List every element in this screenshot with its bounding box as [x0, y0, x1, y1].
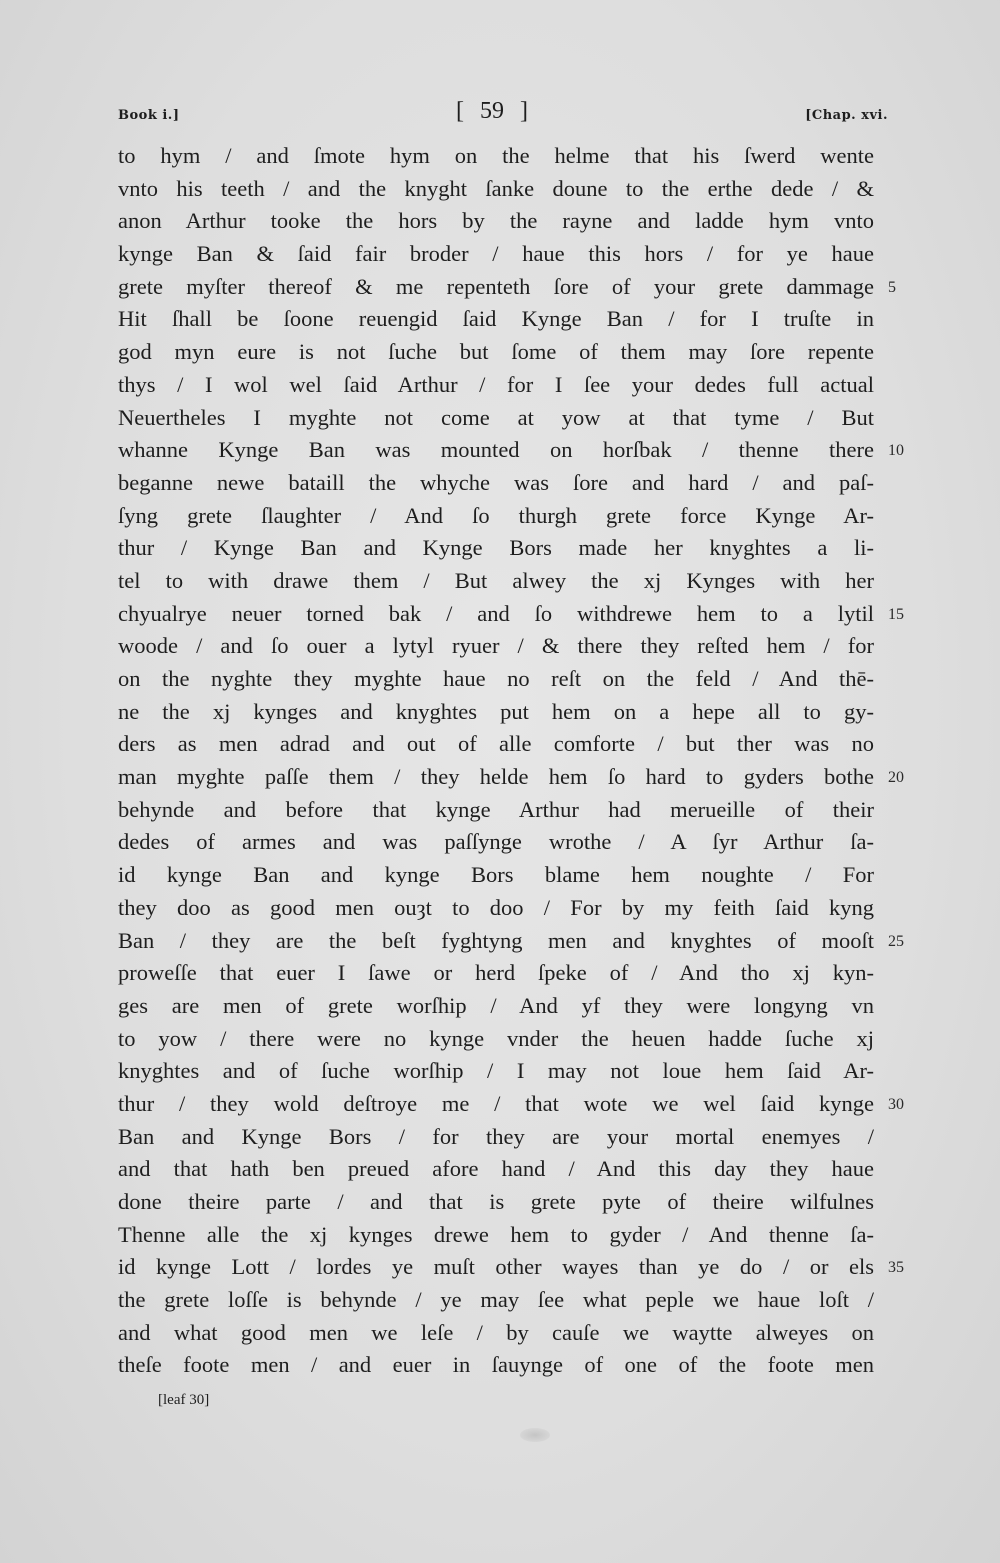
text-line — [118, 205, 874, 238]
text-line — [118, 467, 874, 500]
line-text: ſyng grete ſlaughter / And ſo thurgh grete force Kynge Ar- — [118, 502, 874, 528]
line-text: kynge Ban & ſaid fair broder / haue this hors / for ye haue — [118, 241, 874, 267]
line-text: grete myſter thereof & me repenteth ſore of your grete dammage — [118, 273, 874, 299]
text-line — [118, 696, 874, 729]
line-number: 10 — [888, 442, 904, 460]
text-line — [118, 1317, 874, 1350]
line-text: man myghte paſſe them / they helde hem ſo hard to gyders bothe — [118, 764, 874, 790]
text-line — [118, 1023, 874, 1056]
text-line — [118, 1055, 874, 1088]
line-text: Ban / they are the beſt fyghtyng men and knyghtes of mooſt — [118, 927, 874, 953]
line-text: Hit ſhall be ſoone reuengid ſaid Kynge Ban / for I truſte in — [118, 306, 874, 332]
text-line — [118, 173, 874, 206]
line-text: done theire parte / and that is grete pyte of theire wilfulnes — [118, 1189, 874, 1214]
line-text: knyghtes and of ſuche worſhip / I may not loue hem ſaid Ar- — [118, 1058, 874, 1084]
line-text: to hym / and ſmote hym on the helme that his ſwerd wente — [118, 143, 874, 168]
line-text: whanne Kynge Ban was mounted on horſbak / thenne there — [118, 437, 874, 463]
text-line — [118, 598, 904, 631]
running-head — [118, 96, 888, 136]
line-text: vnto his teeth / and the knyght ſanke doune to the erthe dede / & — [118, 175, 874, 201]
line-text: theſe foote men / and euer in ſauynge of one of the foote men — [118, 1352, 874, 1378]
line-number: 35 — [888, 1259, 904, 1277]
line-text: Thenne alle the xj kynges drewe hem to gyder / And thenne ſa- — [118, 1221, 874, 1247]
line-text: ders as men adrad and out of alle comforte / but ther was no — [118, 731, 874, 757]
text-line — [118, 957, 874, 990]
text-line — [118, 859, 874, 892]
text-line — [118, 761, 904, 794]
line-text: god myn eure is not ſuche but ſome of them may ſore repente — [118, 339, 874, 365]
text-line — [118, 892, 874, 925]
line-text: id kynge Ban and kynge Bors blame hem noughte / For — [118, 862, 874, 888]
text-line — [118, 826, 874, 859]
text-line — [118, 238, 874, 271]
text-line — [118, 663, 874, 696]
line-text: to yow / there were no kynge vnder the heuen hadde ſuche xj — [118, 1025, 874, 1051]
line-number: 20 — [888, 769, 904, 787]
text-line — [118, 728, 874, 761]
text-line — [118, 140, 874, 173]
line-number: 25 — [888, 932, 904, 950]
text-line — [118, 794, 874, 827]
line-text: they doo as good men ouȝt to doo / For by my feith ſaid kyng — [118, 894, 874, 920]
page-number: [ 59 ] — [456, 98, 528, 124]
line-text: id kynge Lott / lordes ye muſt other wayes than ye do / or els — [118, 1254, 874, 1280]
line-text: woode / and ſo ouer a lytyl ryuer / & there they reſted hem / for — [118, 633, 874, 659]
leaf-note: [leaf 30] — [158, 1392, 210, 1408]
line-text: Neuertheles I myghte not come at yow at that tyme / But — [118, 404, 874, 430]
line-text: and what good men we leſe / by cauſe we waytte alweyes on — [118, 1319, 874, 1345]
line-text: beganne newe bataill the whyche was ſore and hard / and paſ- — [118, 469, 874, 495]
line-text: behynde and before that kynge Arthur had merueille of their — [118, 796, 874, 822]
line-text: chyualrye neuer torned bak / and ſo withdrewe hem to a lytil — [118, 600, 874, 626]
text-line — [118, 336, 874, 369]
text-line — [118, 565, 874, 598]
text-line — [118, 369, 874, 402]
line-text: proweſſe that euer I ſawe or herd ſpeke of / And tho xj kyn- — [118, 960, 874, 986]
text-line — [118, 303, 874, 336]
text-line — [118, 500, 874, 533]
text-line — [118, 1121, 874, 1154]
text-line — [118, 402, 874, 435]
text-line — [118, 271, 896, 304]
line-text: on the nyghte they myghte haue no reſt on the feld / And thē- — [118, 666, 874, 691]
body-text — [118, 140, 904, 1382]
text-line — [118, 1284, 874, 1317]
text-line — [118, 1088, 904, 1121]
line-text: dedes of armes and was paſſynge wrothe / A ſyr Arthur ſa- — [118, 829, 874, 855]
line-text: tel to with drawe them / But alwey the xj Kynges with her — [118, 567, 874, 593]
text-line — [118, 990, 874, 1023]
text-line — [118, 1349, 874, 1382]
line-text: thys / I wol wel ſaid Arthur / for I ſee your dedes full actual — [118, 371, 874, 397]
line-text: and that hath ben preued afore hand / And this day they haue — [118, 1156, 874, 1182]
book-number: Book i.] — [118, 108, 180, 123]
line-number: 5 — [888, 278, 896, 296]
line-text: ges are men of grete worſhip / And yf they were longyng vn — [118, 992, 874, 1018]
text-line — [118, 1186, 874, 1219]
line-text: the grete loſſe is behynde / ye may ſee what peple we haue loſt / — [118, 1287, 874, 1313]
line-number: 30 — [888, 1095, 904, 1113]
line-text: anon Arthur tooke the hors by the rayne and ladde hym vnto — [118, 208, 874, 234]
text-line — [118, 925, 904, 958]
text-line — [118, 532, 874, 565]
text-line — [118, 1251, 904, 1284]
paper-smudge — [520, 1428, 550, 1442]
chapter-number: [Chap. xvi. — [805, 108, 888, 123]
text-line — [118, 1219, 874, 1252]
text-line — [118, 434, 904, 467]
line-text: ne the xj kynges and knyghtes put hem on a hepe all to gy- — [118, 698, 874, 724]
text-line — [118, 630, 874, 663]
line-text: Ban and Kynge Bors / for they are your mortal enemyes / — [118, 1123, 874, 1149]
line-number: 15 — [888, 605, 904, 623]
line-text: thur / Kynge Ban and Kynge Bors made her knyghtes a li- — [118, 535, 874, 561]
text-line — [118, 1153, 874, 1186]
line-text: thur / they wold deſtroye me / that wote we wel ſaid kynge — [118, 1090, 874, 1116]
